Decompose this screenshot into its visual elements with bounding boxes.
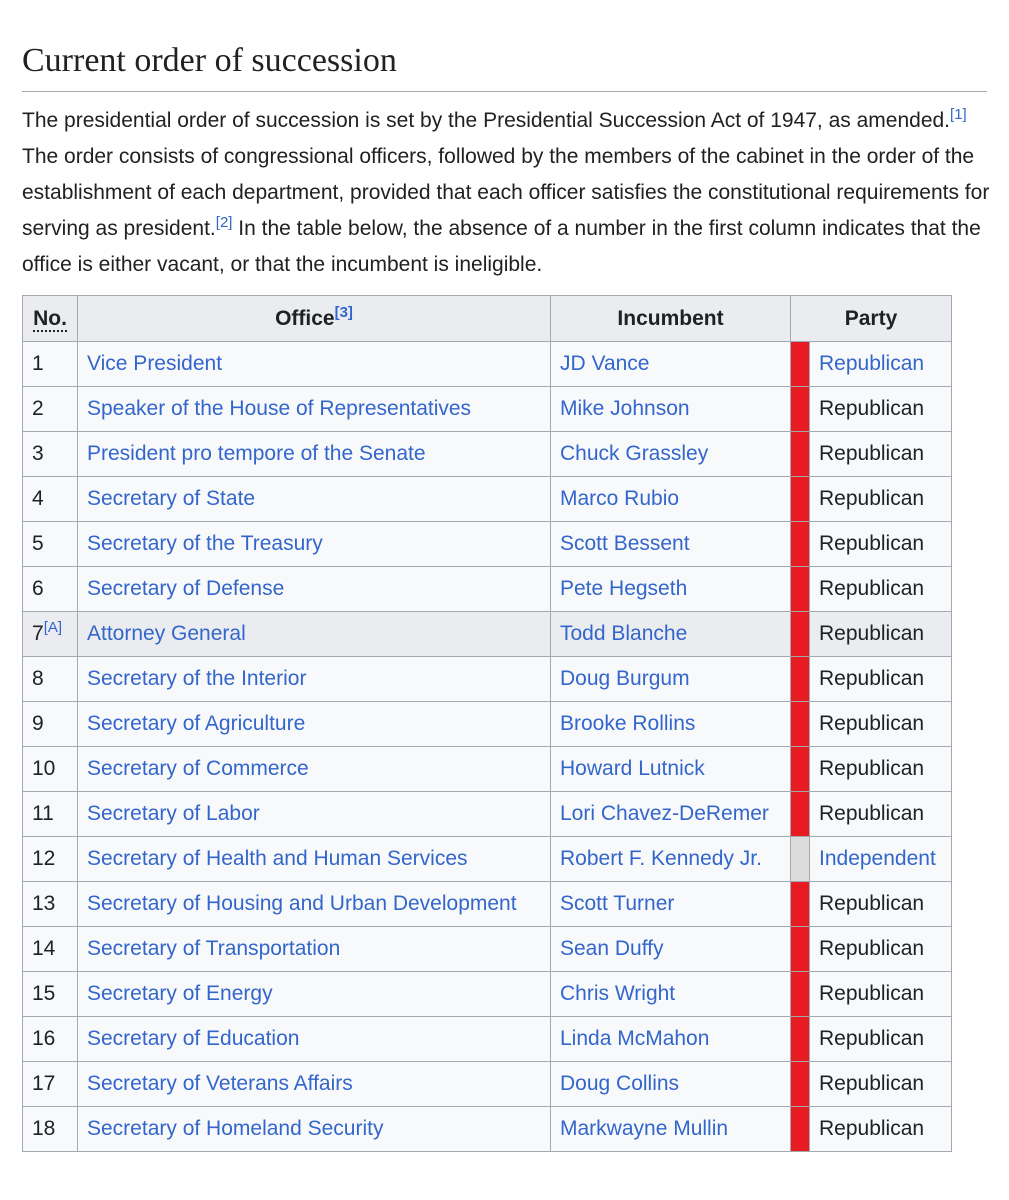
header-no[interactable]: No. bbox=[23, 296, 78, 342]
incumbent-link[interactable]: Brooke Rollins bbox=[560, 712, 696, 735]
reference-1[interactable]: [1] bbox=[950, 106, 967, 123]
table-row bbox=[23, 927, 952, 972]
cell-party bbox=[810, 612, 952, 657]
section-heading: Current order of succession bbox=[22, 40, 987, 92]
cell-party bbox=[810, 387, 952, 432]
cell-no: 7[A] bbox=[23, 612, 78, 657]
cell-party bbox=[810, 882, 952, 927]
intro-text-3: In the table below, the absence of a number in the first column indicates that the office is either vacant, or that the incumbent is ineligible. bbox=[22, 217, 981, 276]
office-link[interactable]: Secretary of Transportation bbox=[87, 937, 341, 960]
incumbent-link[interactable]: Sean Duffy bbox=[560, 937, 664, 960]
cell-no: 2 bbox=[23, 387, 78, 432]
party-color-swatch bbox=[791, 882, 810, 927]
cell-incumbent bbox=[551, 927, 791, 972]
cell-incumbent bbox=[551, 1062, 791, 1107]
party-link[interactable]: Republican bbox=[819, 352, 925, 375]
party-color-swatch bbox=[791, 1017, 810, 1062]
succession-table bbox=[22, 295, 952, 1152]
party-link[interactable]: Independent bbox=[819, 847, 936, 870]
cell-office bbox=[78, 612, 551, 657]
incumbent-link[interactable]: Marco Rubio bbox=[560, 487, 680, 510]
cell-office bbox=[78, 567, 551, 612]
party-color-swatch bbox=[791, 927, 810, 972]
party-label: Republican bbox=[819, 577, 925, 600]
table-row bbox=[23, 477, 952, 522]
cell-office bbox=[78, 657, 551, 702]
cell-no: 1 bbox=[23, 342, 78, 387]
party-label: Republican bbox=[819, 667, 925, 690]
table-row bbox=[23, 837, 952, 882]
cell-party bbox=[810, 747, 952, 792]
cell-office bbox=[78, 1107, 551, 1152]
incumbent-link[interactable]: Scott Bessent bbox=[560, 532, 690, 555]
party-color-swatch bbox=[791, 567, 810, 612]
office-link[interactable]: Secretary of the Treasury bbox=[87, 532, 323, 555]
office-link[interactable]: Secretary of Defense bbox=[87, 577, 285, 600]
party-color-swatch bbox=[791, 1062, 810, 1107]
office-link[interactable]: Secretary of Agriculture bbox=[87, 712, 306, 735]
table-row bbox=[23, 1107, 952, 1152]
note-reference[interactable]: [A] bbox=[43, 619, 63, 636]
party-label: Republican bbox=[819, 397, 925, 420]
cell-no: 12 bbox=[23, 837, 78, 882]
intro-text-2: The order consists of congressional officers, followed by the members of the cabinet in the order of the establishment of each department, provided that each officer satisfies the constitutional requirements for serving as president. bbox=[22, 145, 990, 240]
party-label: Republican bbox=[819, 532, 925, 555]
party-color-swatch bbox=[791, 387, 810, 432]
intro-paragraph bbox=[22, 103, 990, 283]
office-link[interactable]: Secretary of the Interior bbox=[87, 667, 307, 690]
incumbent-link[interactable]: Doug Collins bbox=[560, 1072, 680, 1095]
incumbent-link[interactable]: Linda McMahon bbox=[560, 1027, 710, 1050]
office-link[interactable]: Attorney General bbox=[87, 622, 246, 645]
cell-incumbent bbox=[551, 387, 791, 432]
table-row bbox=[23, 657, 952, 702]
cell-incumbent bbox=[551, 972, 791, 1017]
incumbent-link[interactable]: Robert F. Kennedy Jr. bbox=[560, 847, 762, 870]
table-row bbox=[23, 342, 952, 387]
cell-incumbent bbox=[551, 792, 791, 837]
party-label: Republican bbox=[819, 1072, 925, 1095]
cell-party bbox=[810, 702, 952, 747]
cell-no: 16 bbox=[23, 1017, 78, 1062]
incumbent-link[interactable]: JD Vance bbox=[560, 352, 650, 375]
party-color-swatch bbox=[791, 612, 810, 657]
cell-no: 10 bbox=[23, 747, 78, 792]
cell-incumbent bbox=[551, 522, 791, 567]
cell-no: 6 bbox=[23, 567, 78, 612]
incumbent-link[interactable]: Pete Hegseth bbox=[560, 577, 688, 600]
cell-no: 8 bbox=[23, 657, 78, 702]
reference-3[interactable]: [3] bbox=[334, 303, 353, 321]
header-incumbent: Incumbent bbox=[551, 296, 791, 342]
cell-party bbox=[810, 1107, 952, 1152]
party-color-swatch bbox=[791, 972, 810, 1017]
incumbent-link[interactable]: Chuck Grassley bbox=[560, 442, 709, 465]
cell-incumbent bbox=[551, 612, 791, 657]
cell-incumbent bbox=[551, 477, 791, 522]
table-row bbox=[23, 747, 952, 792]
cell-office bbox=[78, 342, 551, 387]
cell-no: 18 bbox=[23, 1107, 78, 1152]
party-color-swatch bbox=[791, 792, 810, 837]
cell-incumbent bbox=[551, 837, 791, 882]
cell-office bbox=[78, 747, 551, 792]
party-color-swatch bbox=[791, 747, 810, 792]
incumbent-link[interactable]: Mike Johnson bbox=[560, 397, 690, 420]
party-label: Republican bbox=[819, 757, 925, 780]
party-label: Republican bbox=[819, 487, 925, 510]
party-label: Republican bbox=[819, 712, 925, 735]
reference-2[interactable]: [2] bbox=[215, 214, 233, 231]
table-row bbox=[23, 792, 952, 837]
cell-incumbent bbox=[551, 657, 791, 702]
office-link[interactable]: Secretary of Homeland Security bbox=[87, 1117, 384, 1140]
cell-party bbox=[810, 1062, 952, 1107]
cell-no: 17 bbox=[23, 1062, 78, 1107]
cell-no: 5 bbox=[23, 522, 78, 567]
office-link[interactable]: Speaker of the House of Representatives bbox=[87, 397, 472, 420]
cell-incumbent bbox=[551, 747, 791, 792]
cell-no: 11 bbox=[23, 792, 78, 837]
office-link[interactable]: President pro tempore of the Senate bbox=[87, 442, 426, 465]
cell-no: 13 bbox=[23, 882, 78, 927]
office-link[interactable]: Secretary of State bbox=[87, 487, 256, 510]
cell-office bbox=[78, 927, 551, 972]
cell-party bbox=[810, 657, 952, 702]
cell-office bbox=[78, 522, 551, 567]
table-row bbox=[23, 612, 952, 657]
office-link[interactable]: Secretary of Education bbox=[87, 1027, 300, 1050]
party-label: Republican bbox=[819, 937, 925, 960]
table-row bbox=[23, 432, 952, 477]
table-row bbox=[23, 567, 952, 612]
cell-office bbox=[78, 477, 551, 522]
cell-incumbent bbox=[551, 1107, 791, 1152]
cell-office bbox=[78, 882, 551, 927]
incumbent-link[interactable]: Todd Blanche bbox=[560, 622, 688, 645]
cell-office bbox=[78, 972, 551, 1017]
party-color-swatch bbox=[791, 477, 810, 522]
cell-party bbox=[810, 792, 952, 837]
cell-incumbent bbox=[551, 567, 791, 612]
table-row bbox=[23, 522, 952, 567]
cell-office bbox=[78, 387, 551, 432]
incumbent-link[interactable]: Scott Turner bbox=[560, 892, 675, 915]
incumbent-link[interactable]: Chris Wright bbox=[560, 982, 676, 1005]
party-label: Republican bbox=[819, 802, 925, 825]
party-color-swatch bbox=[791, 432, 810, 477]
intro-text-1: The presidential order of succession is set by the Presidential Succession Act of 1947, as amended. bbox=[22, 109, 951, 132]
cell-office bbox=[78, 1062, 551, 1107]
office-link[interactable]: Secretary of Commerce bbox=[87, 757, 309, 780]
party-label: Republican bbox=[819, 1027, 925, 1050]
cell-no: 9 bbox=[23, 702, 78, 747]
cell-party bbox=[810, 477, 952, 522]
table-row bbox=[23, 882, 952, 927]
office-link[interactable]: Secretary of Labor bbox=[87, 802, 260, 825]
cell-office bbox=[78, 1017, 551, 1062]
party-label: Republican bbox=[819, 982, 925, 1005]
party-color-swatch bbox=[791, 702, 810, 747]
cell-no: 4 bbox=[23, 477, 78, 522]
header-party: Party bbox=[791, 296, 952, 342]
cell-office bbox=[78, 792, 551, 837]
cell-party bbox=[810, 972, 952, 1017]
table-row bbox=[23, 972, 952, 1017]
cell-incumbent bbox=[551, 702, 791, 747]
table-body bbox=[23, 342, 952, 1152]
office-link[interactable]: Secretary of Housing and Urban Development bbox=[87, 892, 517, 915]
cell-incumbent bbox=[551, 1017, 791, 1062]
cell-party bbox=[810, 522, 952, 567]
party-label: Republican bbox=[819, 1117, 925, 1140]
incumbent-link[interactable]: Lori Chavez-DeRemer bbox=[560, 802, 769, 825]
office-link[interactable]: Secretary of Energy bbox=[87, 982, 273, 1005]
cell-no: 15 bbox=[23, 972, 78, 1017]
cell-incumbent bbox=[551, 432, 791, 477]
cell-office bbox=[78, 432, 551, 477]
party-label: Republican bbox=[819, 622, 925, 645]
party-label: Republican bbox=[819, 892, 925, 915]
incumbent-link[interactable]: Doug Burgum bbox=[560, 667, 690, 690]
office-link[interactable]: Secretary of Health and Human Services bbox=[87, 847, 468, 870]
cell-office bbox=[78, 837, 551, 882]
cell-party bbox=[810, 927, 952, 972]
cell-no: 3 bbox=[23, 432, 78, 477]
office-link[interactable]: Vice President bbox=[87, 352, 223, 375]
cell-party bbox=[810, 432, 952, 477]
party-color-swatch bbox=[791, 342, 810, 387]
cell-incumbent bbox=[551, 342, 791, 387]
table-row bbox=[23, 387, 952, 432]
incumbent-link[interactable]: Markwayne Mullin bbox=[560, 1117, 729, 1140]
table-header-row bbox=[23, 296, 952, 342]
office-link[interactable]: Secretary of Veterans Affairs bbox=[87, 1072, 353, 1095]
cell-no: 14 bbox=[23, 927, 78, 972]
party-color-swatch bbox=[791, 1107, 810, 1152]
party-label: Republican bbox=[819, 442, 925, 465]
header-office: Office[3] bbox=[78, 296, 551, 342]
party-color-swatch bbox=[791, 657, 810, 702]
cell-party bbox=[810, 1017, 952, 1062]
cell-party bbox=[810, 342, 952, 387]
cell-office bbox=[78, 702, 551, 747]
party-color-swatch bbox=[791, 837, 810, 882]
incumbent-link[interactable]: Howard Lutnick bbox=[560, 757, 705, 780]
cell-party bbox=[810, 567, 952, 612]
party-color-swatch bbox=[791, 522, 810, 567]
cell-incumbent bbox=[551, 882, 791, 927]
cell-party bbox=[810, 837, 952, 882]
table-row bbox=[23, 702, 952, 747]
table-row bbox=[23, 1017, 952, 1062]
table-row bbox=[23, 1062, 952, 1107]
